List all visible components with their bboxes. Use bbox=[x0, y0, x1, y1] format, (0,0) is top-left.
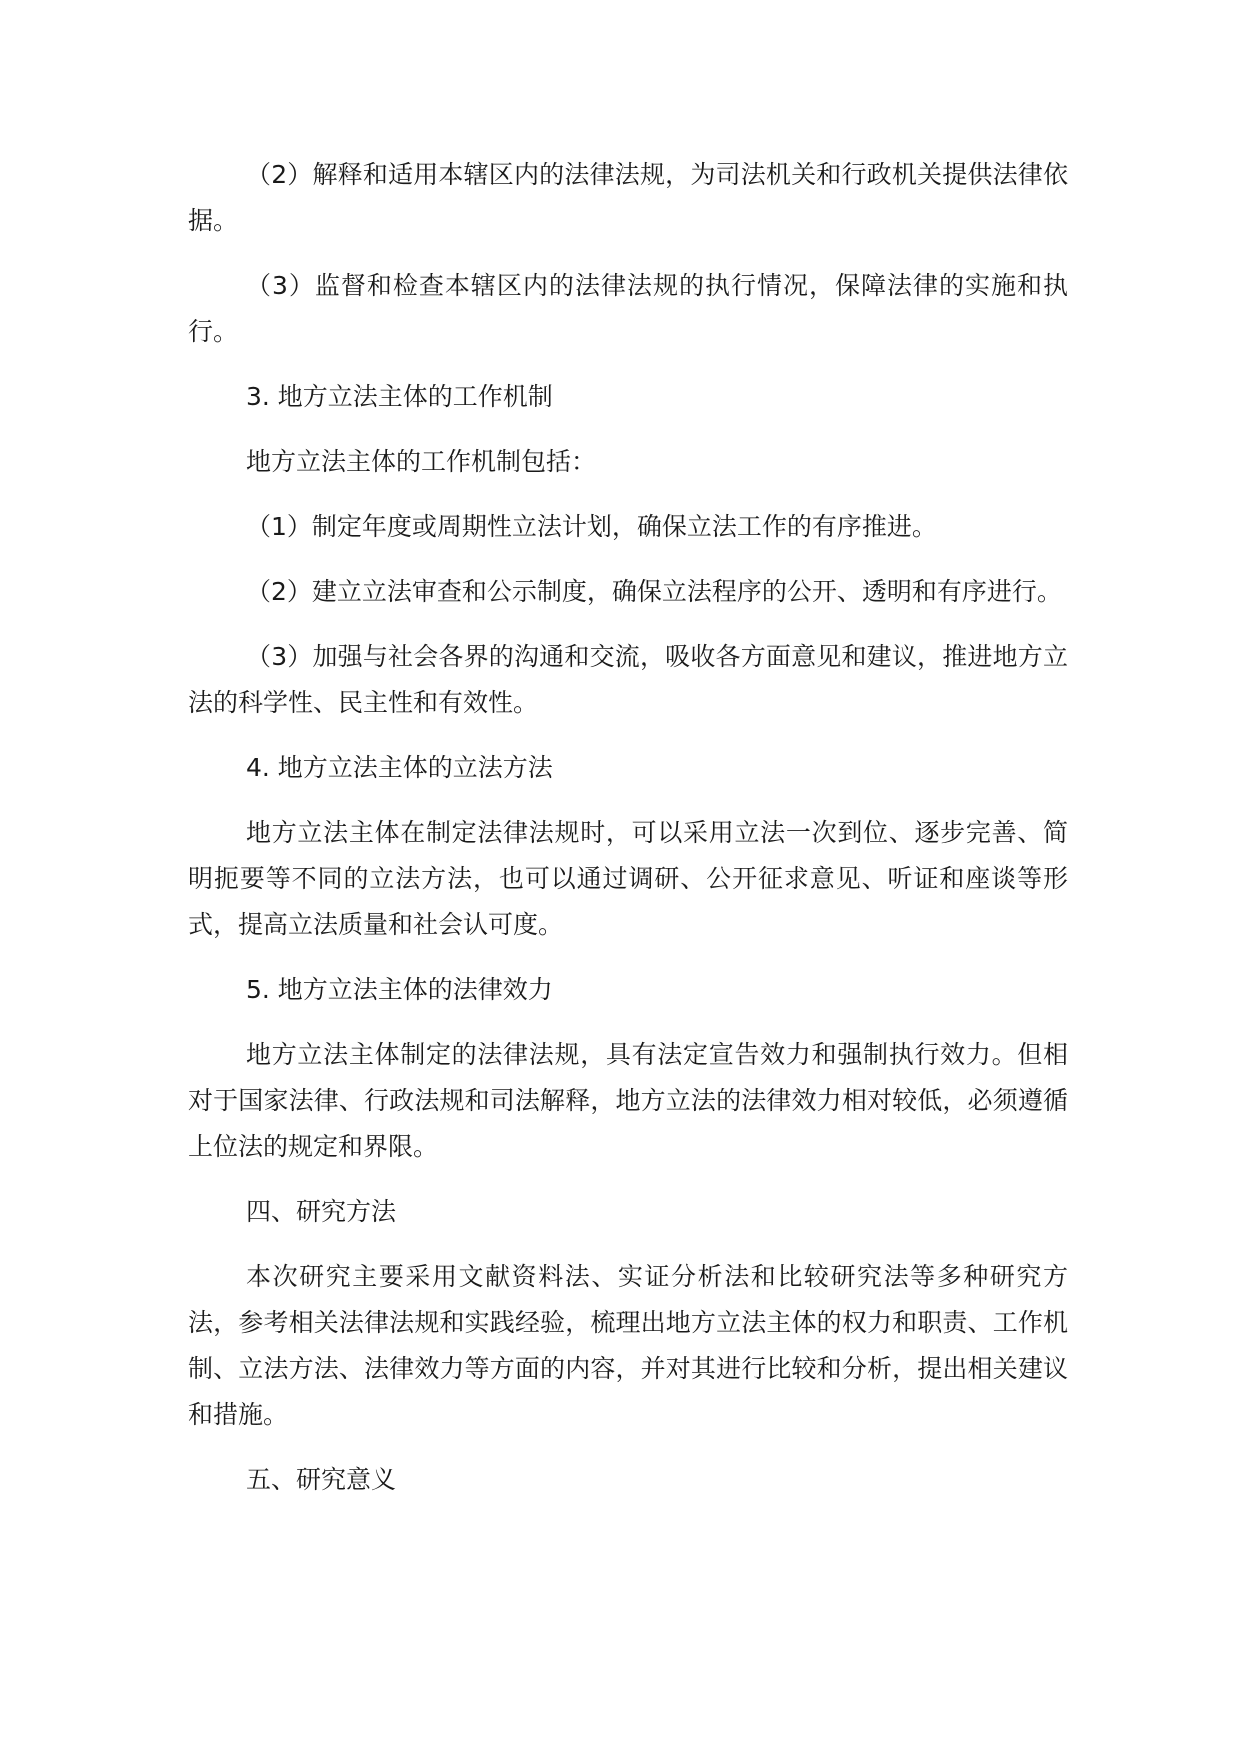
chapter-heading-4: 四、研究方法 bbox=[246, 1197, 397, 1226]
paragraph-power-2: （2）解释和适用本辖区内的法律法规，为司法机关和行政机关提供法律依据。 bbox=[188, 160, 1068, 235]
paragraph-power-3: （3）监督和检查本辖区内的法律法规的执行情况，保障法律的实施和执行。 bbox=[188, 271, 1068, 346]
paragraph-mechanism-intro: 地方立法主体的工作机制包括： bbox=[246, 447, 597, 476]
paragraph-methods: 地方立法主体在制定法律法规时，可以采用立法一次到位、逐步完善、简明扼要等不同的立法方法，也可以通过调研、公开征求意见、听证和座谈等形式，提高立法质量和社会认可度。 bbox=[188, 818, 1068, 939]
paragraph-legal-effect: 地方立法主体制定的法律法规，具有法定宣告效力和强制执行效力。但相对于国家法律、行政法规和司法解释，地方立法的法律效力相对较低，必须遵循上位法的规定和界限。 bbox=[188, 1040, 1068, 1161]
paragraph-research-methods: 本次研究主要采用文献资料法、实证分析法和比较研究法等多种研究方法，参考相关法律法规和实践经验，梳理出地方立法主体的权力和职责、工作机制、立法方法、法律效力等方面的内容，并对其进行比较和分析，提出相关建议和措施。 bbox=[188, 1262, 1068, 1429]
paragraph-mechanism-2: （2）建立立法审查和公示制度，确保立法程序的公开、透明和有序进行。 bbox=[246, 577, 1062, 606]
section-heading-3: 3. 地方立法主体的工作机制 bbox=[246, 382, 553, 411]
document-body bbox=[188, 152, 1068, 1522]
section-heading-5: 5. 地方立法主体的法律效力 bbox=[246, 975, 553, 1004]
paragraph-mechanism-1: （1）制定年度或周期性立法计划，确保立法工作的有序推进。 bbox=[246, 512, 937, 541]
paragraph-mechanism-3: （3）加强与社会各界的沟通和交流，吸收各方面意见和建议，推进地方立法的科学性、民主性和有效性。 bbox=[188, 642, 1068, 717]
section-heading-4: 4. 地方立法主体的立法方法 bbox=[246, 753, 553, 782]
chapter-heading-5: 五、研究意义 bbox=[246, 1465, 397, 1494]
